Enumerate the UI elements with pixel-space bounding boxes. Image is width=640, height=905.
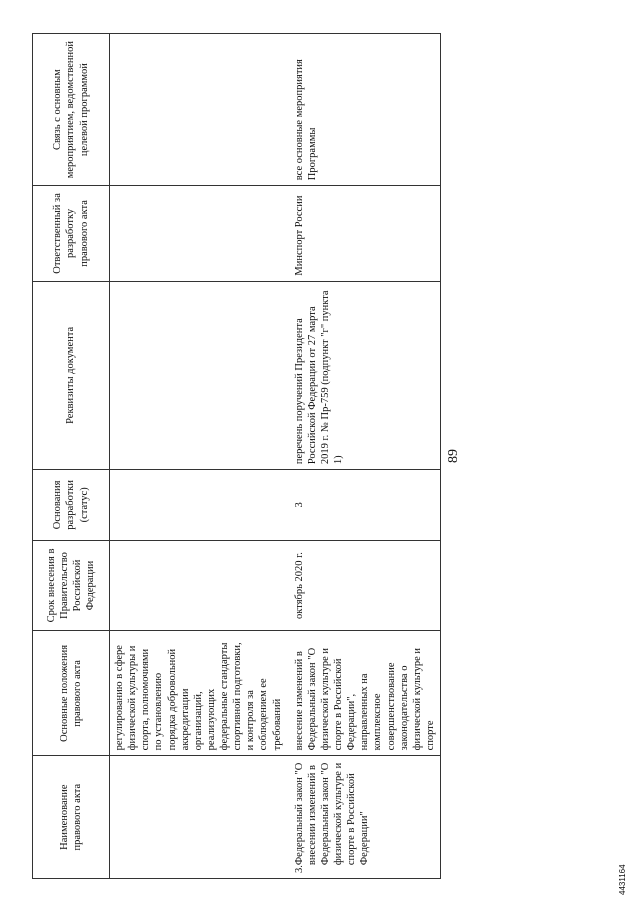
cell-name [287, 756, 441, 879]
row-number: 3. [293, 865, 305, 873]
table-header-row [33, 34, 110, 879]
header-term: Срок внесения в Правительство Российской Федерации [33, 540, 110, 631]
act-name: Федеральный закон "О внесении изменений в Федеральный закон "О физической культуре и спорте в Российской Федерации" [293, 762, 371, 866]
table-row-3 [287, 34, 441, 879]
cell-term: октябрь 2020 г. [287, 540, 441, 631]
cell-empty [110, 34, 287, 186]
cell-basis: 3 [287, 470, 441, 540]
document-id: 4431164 [618, 864, 627, 895]
cell-empty [110, 186, 287, 281]
header-link: Связь с основным мероприятием, ведомственной целевой программой [33, 34, 110, 186]
table-row-continuation [110, 34, 287, 879]
header-requisites: Реквизиты документа [33, 281, 110, 470]
header-name: Наименование правового акта [33, 756, 110, 879]
legal-acts-table [32, 33, 441, 879]
cell-empty [110, 756, 287, 879]
header-provisions: Основные положения правового акта [33, 631, 110, 756]
cell-responsible: Минспорт России [287, 186, 441, 281]
cell-link: все основные мероприятия Программы [287, 34, 441, 186]
cell-provisions: внесение изменений в Федеральный закон "О физической культуре и спорте в Российской Федерации", направленных на комплексное совершенствование законодательства о физической культуре и спорте [287, 631, 441, 756]
page-number: 89 [446, 449, 461, 463]
header-responsible: Ответственный за разработку правового акта [33, 186, 110, 281]
cell-empty [110, 540, 287, 631]
cell-empty [110, 470, 287, 540]
cell-empty [110, 281, 287, 470]
header-basis: Основания разработки (статус) [33, 470, 110, 540]
cell-requisites: перечень поручений Президента Российской Федерации от 27 марта 2019 г. № Пр-759 (подпункт "г" пункта 1) [287, 281, 441, 470]
cell-provisions-continued: регулированию в сфере физической культуры и спорта, полномочиями по установлению порядка добровольной аккредитации организаций, реализующих федеральные стандарты спортивной подготовки, и контроля за соблюдением ее требований [110, 631, 287, 756]
